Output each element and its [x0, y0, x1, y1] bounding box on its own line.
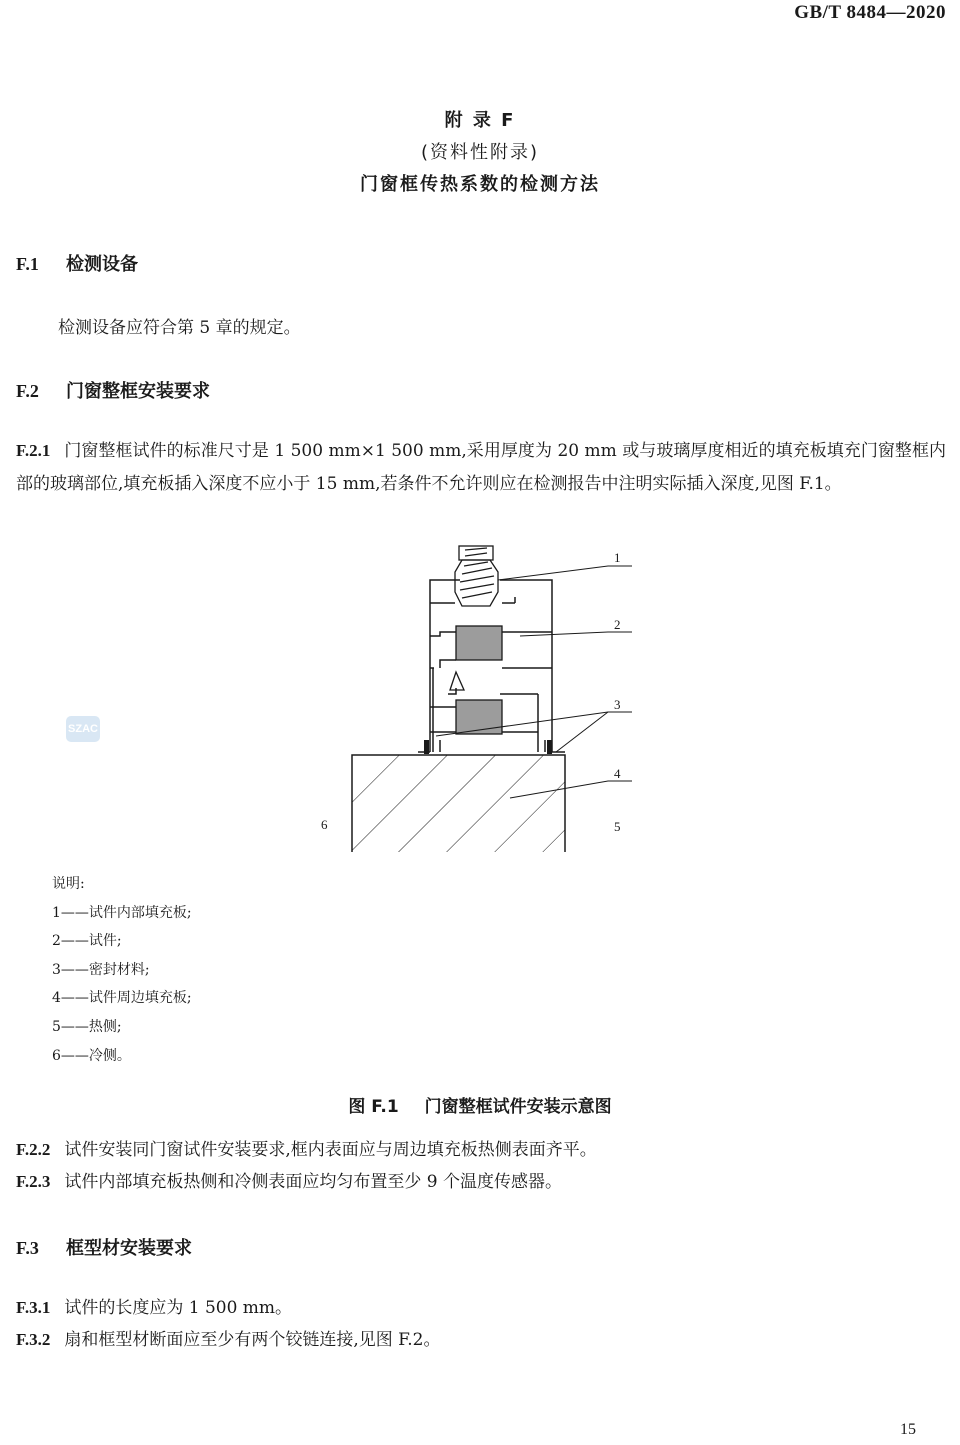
legend-item: 5——热侧; [52, 1018, 122, 1035]
clause-number: F.2.3 [16, 1172, 51, 1191]
legend-item: 6——冷侧。 [52, 1047, 131, 1064]
callout-1: 1 [614, 550, 621, 565]
clause-text: 扇和框型材断面应至少有两个铰链连接,见图 F.2。 [64, 1330, 441, 1350]
section-number: F.2 [16, 381, 39, 401]
clause-f2-2 [16, 1133, 946, 1167]
surround-filler-panel [352, 755, 565, 855]
legend-title: 说明: [52, 876, 85, 892]
clause-f2-3 [16, 1165, 946, 1199]
clause-text: 试件安装同门窗试件安装要求,框内表面应与周边填充板热侧表面齐平。 [64, 1140, 597, 1160]
figure-number: 图 F.1 [348, 1097, 399, 1117]
callout-6: 6 [321, 817, 328, 832]
clause-f2-1 [16, 434, 946, 501]
section-f3-heading [16, 1234, 192, 1260]
legend-item: 4——试件周边填充板; [52, 990, 192, 1007]
legend-item: 1——试件内部填充板; [52, 904, 192, 921]
callout-2: 2 [614, 617, 621, 632]
callout-4: 4 [614, 766, 621, 781]
section-title: 检测设备 [66, 254, 138, 275]
figure-legend [52, 870, 192, 1070]
appendix-name: 门窗框传热系数的检测方法 [360, 174, 600, 195]
standard-number: GB/T 8484—2020 [794, 2, 946, 23]
figure-f1-diagram [0, 540, 960, 860]
clause-f3-1 [16, 1291, 946, 1325]
clause-number: F.3.2 [16, 1330, 51, 1349]
section-f1-text: 检测设备应符合第 5 章的规定。 [58, 318, 301, 338]
clause-text: 门窗整框试件的标准尺寸是 1 500 mm×1 500 mm,采用厚度为 20 mm 或与玻璃厚度相近的填充板填充门窗整框内部的玻璃部位,填充板插入深度不应小于 15 mm,若条件不允许则应在检测报告中注明实际插入深度,见图 F.1。 [16, 441, 946, 494]
clause-text: 试件的长度应为 1 500 mm。 [64, 1298, 293, 1318]
clause-number: F.2.2 [16, 1140, 51, 1159]
section-title: 门窗整框安装要求 [66, 381, 210, 402]
callout-5: 5 [614, 819, 621, 834]
clause-text: 试件内部填充板热侧和冷侧表面应均匀布置至少 9 个温度传感器。 [64, 1172, 562, 1192]
legend-item: 3——密封材料; [52, 961, 150, 978]
section-number: F.1 [16, 254, 39, 274]
section-f2-heading [16, 377, 210, 403]
sealing-material [424, 740, 552, 754]
legend-item: 2——试件; [52, 933, 122, 950]
glazing-gaskets [456, 626, 502, 734]
section-title: 框型材安装要求 [66, 1238, 192, 1259]
figure-caption [0, 1092, 960, 1117]
internal-filler-panel [455, 546, 498, 606]
appendix-type: (资料性附录) [420, 142, 540, 163]
appendix-title: 附 录 F [444, 110, 516, 131]
clause-f3-2 [16, 1323, 946, 1357]
clause-number: F.2.1 [16, 441, 51, 460]
watermark-logo: SZAC [66, 716, 100, 742]
section-number: F.3 [16, 1238, 39, 1258]
callout-3: 3 [614, 697, 621, 712]
page-number: 15 [900, 1421, 916, 1438]
drainage-arrow [450, 672, 464, 690]
clause-number: F.3.1 [16, 1298, 51, 1317]
section-f1-heading [16, 250, 138, 276]
figure-caption-text: 门窗整框试件安装示意图 [424, 1097, 612, 1117]
